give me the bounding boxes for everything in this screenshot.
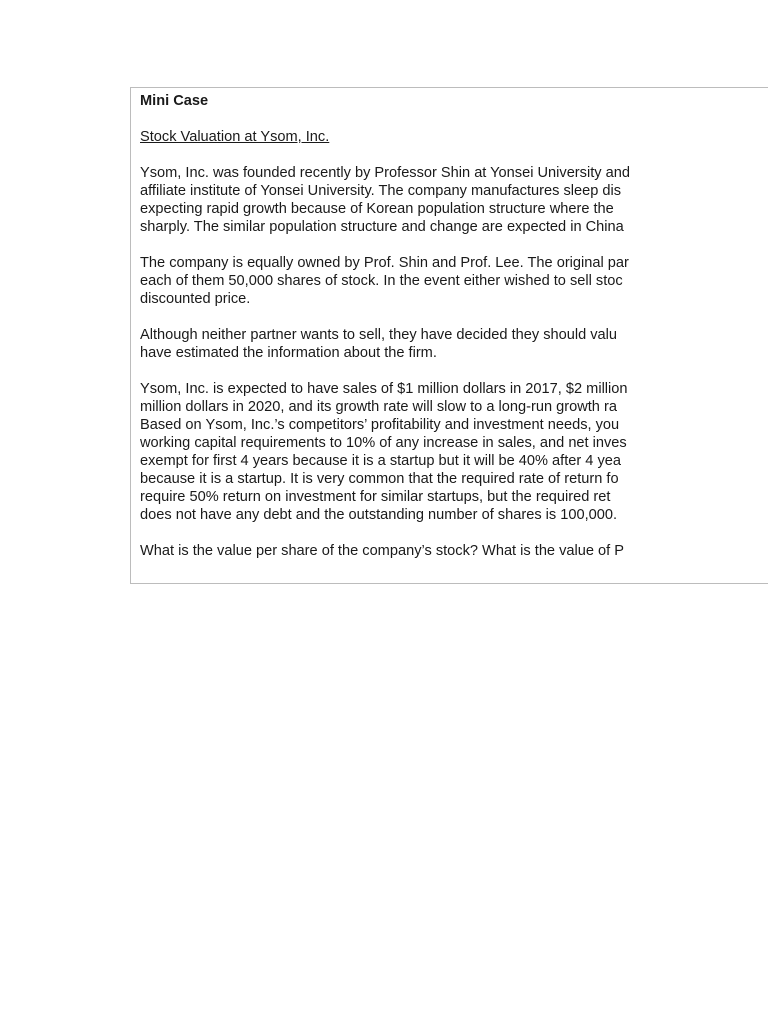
paragraph-line: expecting rapid growth because of Korean population structure where the	[140, 201, 614, 217]
paragraph-question	[140, 542, 768, 560]
paragraph-line: affiliate institute of Yonsei University. The company manufactures sleep dis	[140, 183, 622, 199]
paragraph-line: because it is a startup. It is very common that the required rate of return fo	[140, 471, 619, 487]
paragraph-founding	[140, 164, 768, 236]
paragraph-line: sharply. The similar population structure and change are expected in China	[140, 219, 624, 235]
paragraph-line: Based on Ysom, Inc.’s competitors’ profitability and investment needs, you	[140, 417, 620, 433]
spacer	[140, 524, 768, 542]
spacer	[140, 110, 768, 128]
spacer	[140, 308, 768, 326]
spacer	[140, 146, 768, 164]
spacer	[140, 362, 768, 380]
paragraph-line: require 50% return on investment for similar startups, but the required ret	[140, 489, 611, 505]
paragraph-line: Ysom, Inc. was founded recently by Professor Shin at Yonsei University and	[140, 165, 630, 181]
paragraph-line: does not have any debt and the outstanding number of shares is 100,000.	[140, 507, 618, 523]
paragraph-valuation-intent	[140, 326, 768, 362]
mini-case-box	[130, 87, 768, 584]
mini-case-content	[140, 92, 768, 560]
paragraph-line: discounted price.	[140, 291, 251, 307]
spacer	[140, 236, 768, 254]
paragraph-line: exempt for first 4 years because it is a startup but it will be 40% after 4 yea	[140, 453, 622, 469]
paragraph-ownership	[140, 254, 768, 308]
paragraph-line: The company is equally owned by Prof. Shin and Prof. Lee. The original par	[140, 255, 629, 271]
paragraph-forecast	[140, 380, 768, 524]
paragraph-line: have estimated the information about the firm.	[140, 345, 437, 361]
paragraph-line: Ysom, Inc. is expected to have sales of $1 million dollars in 2017, $2 million	[140, 381, 628, 397]
paragraph-line: million dollars in 2020, and its growth rate will slow to a long-run growth ra	[140, 399, 617, 415]
case-subheading: Stock Valuation at Ysom, Inc.	[140, 129, 330, 145]
paragraph-line: Although neither partner wants to sell, they have decided they should valu	[140, 327, 618, 343]
paragraph-line: each of them 50,000 shares of stock. In the event either wished to sell stoc	[140, 273, 623, 289]
case-heading: Mini Case	[140, 93, 209, 109]
paragraph-line: working capital requirements to 10% of any increase in sales, and net inves	[140, 435, 627, 451]
paragraph-line: What is the value per share of the company’s stock? What is the value of P	[140, 543, 625, 559]
